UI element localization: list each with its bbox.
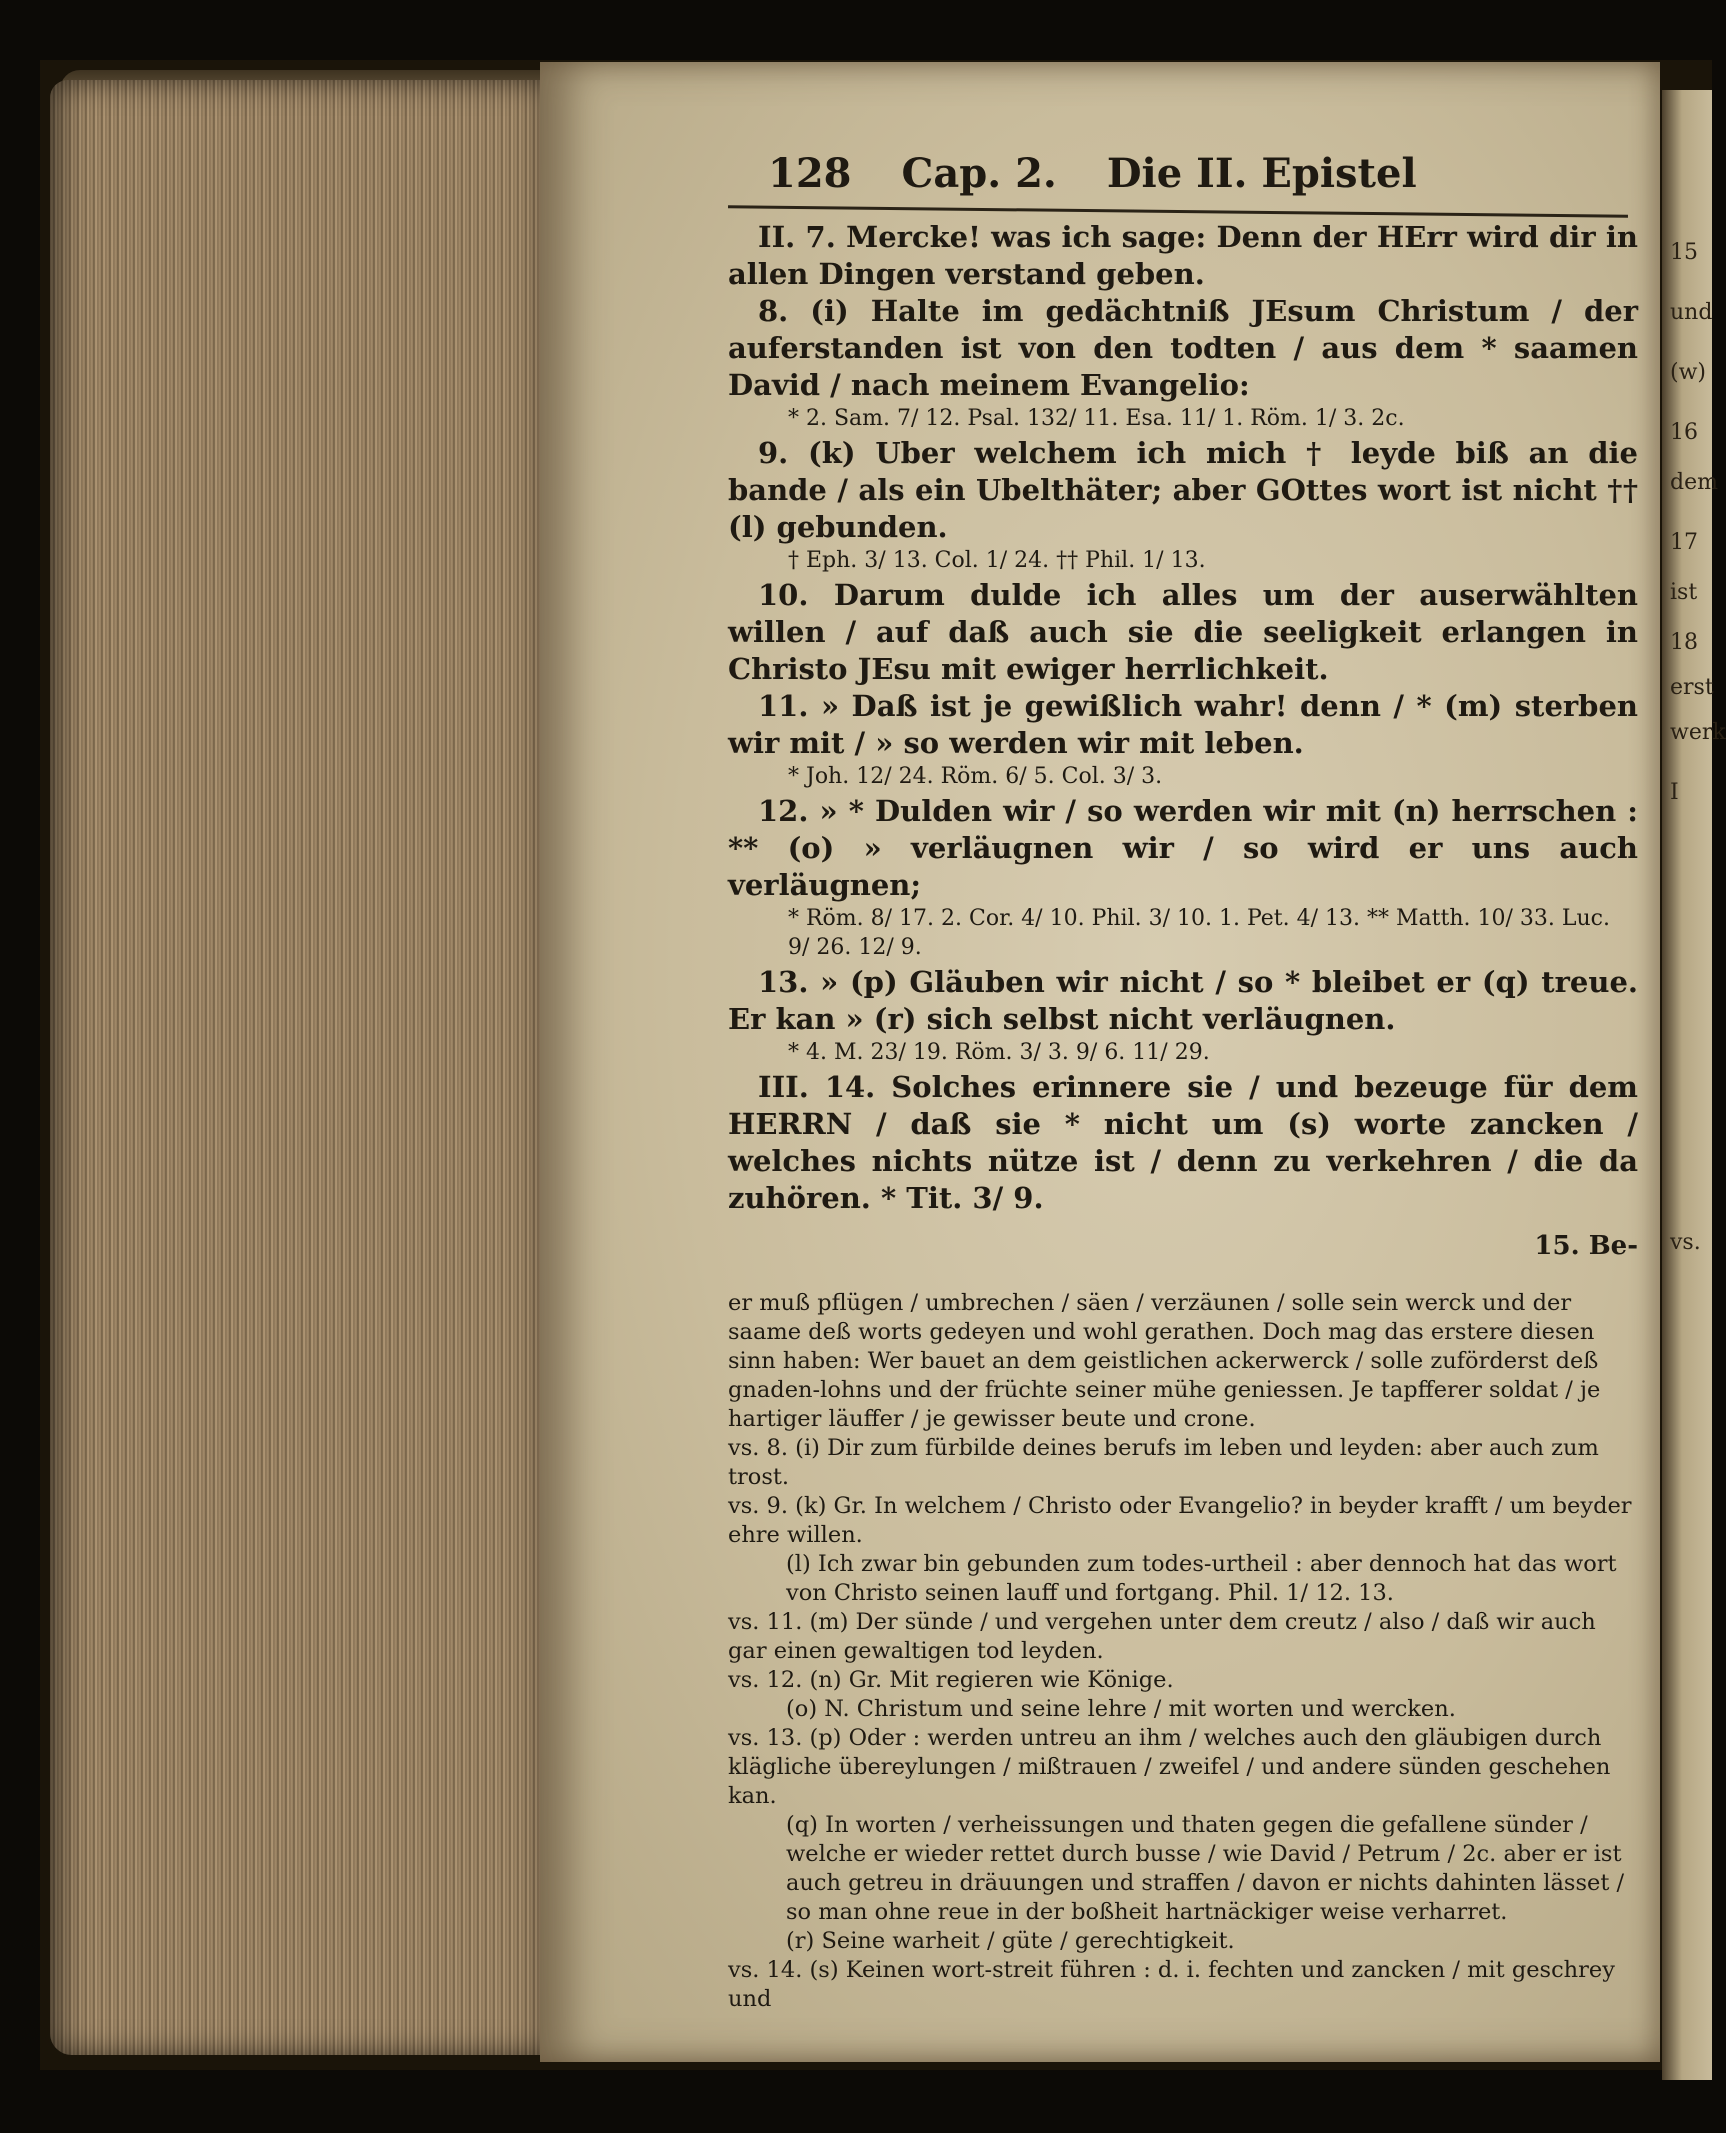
verse: III. 14. Solches erinnere sie / und bezeuge für dem HERRN / daß sie * nicht um (s) worte zancken / welches nichts nütze ist / denn zu verkehren / die da zuhören. * Tit. 3/ 9.	[728, 1070, 1638, 1215]
verse-block	[728, 219, 1638, 1217]
commentary-note: (r) Seine warheit / güte / gerechtigkeit.	[786, 1928, 1235, 1954]
next-page-fragment: I	[1670, 780, 1679, 805]
cross-reference: * 4. M. 23/ 19. Röm. 3/ 3. 9/ 6. 11/ 29.	[788, 1040, 1210, 1065]
commentary-note: (l) Ich zwar bin gebunden zum todes-urtheil : aber dennoch hat das wort von Christo seinen lauff und fortgang. Phil. 1/ 12. 13.	[786, 1551, 1617, 1606]
next-page-fragment: 15	[1670, 240, 1698, 265]
catchword: 15. Be-	[1534, 1231, 1638, 1261]
commentary-note: vs. 12. (n) Gr. Mit regieren wie Könige.	[728, 1667, 1174, 1693]
next-page-fragment: (w)	[1670, 360, 1706, 385]
next-page-fragment: vs.	[1670, 1230, 1701, 1255]
commentary-note: vs. 14. (s) Keinen wort-streit führen : d. i. fechten und zancken / mit geschrey und	[728, 1957, 1615, 2012]
cross-reference: † Eph. 3/ 13. Col. 1/ 24. †† Phil. 1/ 13.	[788, 548, 1206, 573]
verse: II. 7. Mercke! was ich sage: Denn der HErr wird dir in allen Dingen verstand geben.	[728, 220, 1638, 291]
header-rule	[728, 205, 1628, 217]
cross-reference: * Röm. 8/ 17. 2. Cor. 4/ 10. Phil. 3/ 10. 1. Pet. 4/ 13. ** Matth. 10/ 33. Luc. 9/ 26. 12/ 9.	[788, 906, 1610, 960]
verse: 11. » Daß ist je gewißlich wahr! denn / * (m) sterben wir mit / » so werden wir mit leben.	[728, 689, 1638, 760]
cross-reference: * 2. Sam. 7/ 12. Psal. 132/ 11. Esa. 11/ 1. Röm. 1/ 3. 2c.	[788, 406, 1405, 431]
next-page-fragment: ist	[1670, 580, 1698, 605]
epistle-title: Die II. Epistel	[1106, 150, 1417, 197]
commentary-note: vs. 9. (k) Gr. In welchem / Christo oder Evangelio? in beyder krafft / um beyder ehre willen.	[728, 1493, 1632, 1548]
commentary-notes	[728, 1289, 1638, 2014]
next-page-fragment: werk	[1670, 720, 1726, 745]
page-edges	[50, 80, 540, 2055]
commentary-note: er muß pflügen / umbrechen / säen / verzäunen / solle sein werck und der saame deß worts gedeyen und wohl gerathen. Doch mag das erstere diesen sinn haben: Wer bauet an dem geistlichen ackerwerck / solle zuförderst deß gnaden-lohns und der früchte seiner mühe geniessen. Je tapfferer soldat / je hartiger läuffer / je gewisser beute und crone.	[728, 1290, 1601, 1432]
next-page-fragment: 18	[1670, 630, 1698, 655]
verse: 8. (i) Halte im gedächtniß JEsum Christum / der auferstanden ist von den todten / aus dem * saamen David / nach meinem Evangelio:	[728, 294, 1638, 402]
right-page-edge	[1662, 90, 1726, 2080]
chapter-label: Cap. 2.	[901, 150, 1057, 197]
next-page-fragment: erst	[1670, 675, 1714, 700]
commentary-note: (q) In worten / verheissungen und thaten gegen die gefallene sünder / welche er wieder rettet durch busse / wie David / Petrum / 2c. aber er ist auch getreu in dräuungen und straffen / davon er nichts dahinten lässet / so man ohne reue in der boßheit hartnäckiger weise verharret.	[786, 1812, 1625, 1925]
commentary-note: (o) N. Christum und seine lehre / mit worten und wercken.	[786, 1696, 1456, 1722]
running-header	[728, 150, 1638, 206]
commentary-note: vs. 11. (m) Der sünde / und vergehen unter dem creutz / also / daß wir auch gar einen gewaltigen tod leyden.	[728, 1609, 1596, 1664]
cross-reference: * Joh. 12/ 24. Röm. 6/ 5. Col. 3/ 3.	[788, 764, 1163, 789]
verse: 10. Darum dulde ich alles um der auserwählten willen / auf daß auch sie die seeligkeit erlangen in Christo JEsu mit ewiger herrlichkeit.	[728, 578, 1638, 686]
commentary-note: vs. 8. (i) Dir zum fürbilde deines berufs im leben und leyden: aber auch zum trost.	[728, 1435, 1599, 1490]
page-number: 128	[768, 150, 852, 197]
verse: 13. » (p) Gläuben wir nicht / so * bleibet er (q) treue. Er kan » (r) sich selbst nicht verläugnen.	[728, 965, 1638, 1036]
verse: 12. » * Dulden wir / so werden wir mit (n) herrschen : ** (o) » verläugnen wir / so wird er uns auch verläugnen;	[728, 794, 1638, 902]
verse: 9. (k) Uber welchem ich mich † leyde biß an die bande / als ein Ubelthäter; aber GOttes wort ist nicht †† (l) gebunden.	[728, 436, 1638, 544]
commentary-note: vs. 13. (p) Oder : werden untreu an ihm / welches auch den gläubigen durch klägliche übereylungen / mißtrauen / zweifel / und andere sünden geschehen kan.	[728, 1725, 1611, 1809]
next-page-fragment: und	[1670, 300, 1713, 325]
next-page-fragment: 17	[1670, 530, 1698, 555]
next-page-fragment: 16	[1670, 420, 1698, 445]
page-content	[728, 150, 1638, 2014]
next-page-fragment: dem	[1670, 470, 1718, 495]
